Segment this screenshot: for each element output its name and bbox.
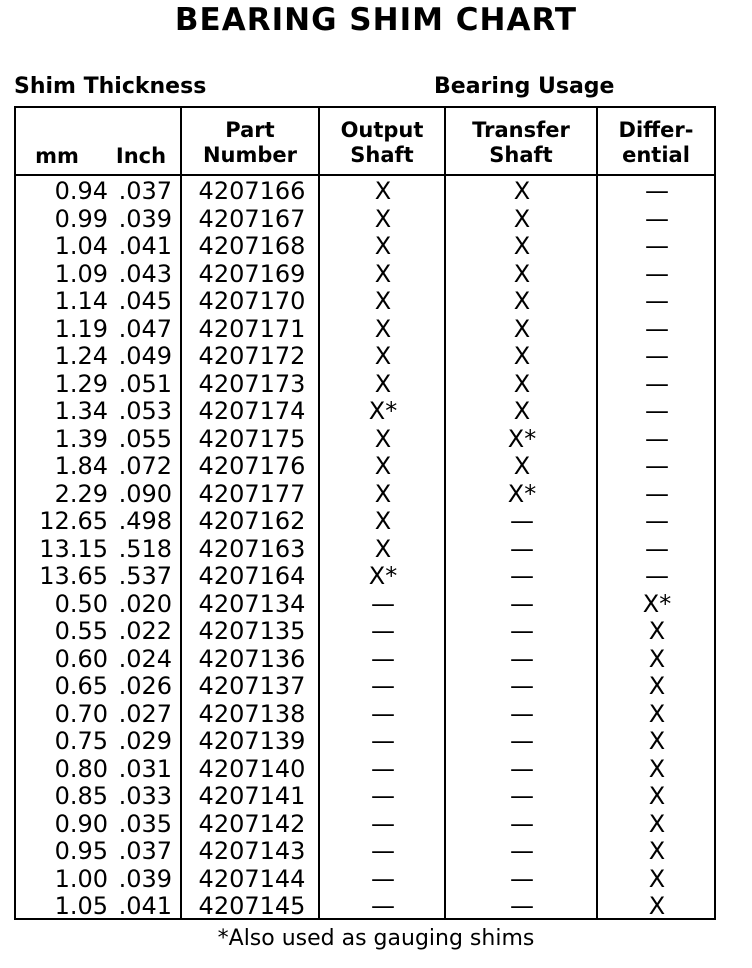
output-shaft-cell: X [374, 259, 392, 288]
output-shaft-cell: — [371, 617, 395, 645]
part-number-cell: 4207169 [198, 259, 306, 288]
mm-cell: 1.29 [54, 369, 108, 398]
part-number-cell: 4207136 [198, 644, 306, 673]
table-row [16, 728, 714, 756]
inch-cell: .047 [118, 314, 172, 343]
output-shaft-cell: — [371, 782, 395, 810]
mm-cell: 1.19 [54, 314, 108, 343]
table-row [16, 756, 714, 784]
table-row [16, 563, 714, 591]
part-number-cell: 4207177 [198, 479, 306, 508]
part-number-cell: 4207162 [198, 507, 306, 535]
output-shaft-cell: X [374, 204, 392, 233]
output-shaft-cell: — [371, 644, 395, 673]
part-number-cell: 4207143 [198, 837, 306, 865]
transfer-shaft-cell: X* [507, 424, 537, 453]
transfer-shaft-cell: — [510, 809, 534, 838]
differential-cell: X [648, 617, 666, 645]
mm-cell: 1.05 [54, 892, 108, 920]
part-number-cell: 4207167 [198, 204, 306, 233]
part-number-cell: 4207173 [198, 369, 306, 398]
table-row [16, 178, 714, 206]
mm-cell: 1.09 [54, 259, 108, 288]
inch-cell: .024 [118, 644, 172, 673]
output-shaft-cell: X [374, 369, 392, 398]
transfer-shaft-cell: X [513, 342, 531, 370]
mm-cell: 2.29 [54, 479, 108, 508]
table-row [16, 343, 714, 371]
output-shaft-cell: — [371, 672, 395, 700]
differential-cell: X [648, 754, 666, 783]
table-row [16, 893, 714, 921]
transfer-shaft-cell: X [513, 452, 531, 480]
transfer-shaft-cell: X [513, 177, 531, 205]
header-differential: Differ- ential [618, 118, 694, 167]
header-inch: Inch [115, 144, 167, 168]
differential-cell: X [648, 727, 666, 755]
mm-cell: 1.34 [54, 397, 108, 425]
table-row [16, 426, 714, 454]
header-mm: mm [35, 144, 79, 168]
differential-cell: — [645, 397, 669, 425]
table-row [16, 783, 714, 811]
table-row [16, 316, 714, 344]
table-row [16, 508, 714, 536]
table-row [16, 233, 714, 261]
differential-cell: X [648, 837, 666, 865]
mm-cell: 0.55 [54, 617, 108, 645]
table-row [16, 811, 714, 839]
part-number-cell: 4207168 [198, 232, 306, 260]
differential-cell: — [645, 177, 669, 205]
inch-cell: .035 [118, 809, 172, 838]
mm-cell: 0.94 [54, 177, 108, 205]
part-number-cell: 4207140 [198, 754, 306, 783]
table-row [16, 866, 714, 894]
header-output-shaft: Output Shaft [340, 118, 424, 167]
differential-cell: X [648, 809, 666, 838]
inch-cell: .037 [118, 837, 172, 865]
mm-cell: 0.70 [54, 699, 108, 728]
table-row [16, 646, 714, 674]
inch-cell: .020 [118, 589, 172, 618]
transfer-shaft-cell: X [513, 287, 531, 315]
mm-cell: 13.65 [39, 562, 108, 590]
inch-cell: .026 [118, 672, 172, 700]
mm-cell: 0.85 [54, 782, 108, 810]
table-row [16, 288, 714, 316]
inch-cell: .537 [118, 562, 172, 590]
inch-cell: .039 [118, 204, 172, 233]
output-shaft-cell: X [374, 287, 392, 315]
output-shaft-cell: X [374, 314, 392, 343]
inch-cell: .027 [118, 699, 172, 728]
transfer-shaft-cell: — [510, 727, 534, 755]
output-shaft-cell: X [374, 452, 392, 480]
differential-cell: — [645, 452, 669, 480]
output-shaft-cell: X [374, 424, 392, 453]
differential-cell: X [648, 864, 666, 893]
inch-cell: .031 [118, 754, 172, 783]
transfer-shaft-cell: — [510, 864, 534, 893]
table-row [16, 453, 714, 481]
mm-cell: 12.65 [39, 507, 108, 535]
part-number-cell: 4207144 [198, 864, 306, 893]
inch-cell: .051 [118, 369, 172, 398]
header-part-number: Part Number [202, 118, 298, 167]
transfer-shaft-cell: — [510, 892, 534, 920]
output-shaft-cell: X [374, 232, 392, 260]
table-row [16, 591, 714, 619]
mm-cell: 1.24 [54, 342, 108, 370]
transfer-shaft-cell: X* [507, 479, 537, 508]
part-number-cell: 4207145 [198, 892, 306, 920]
mm-cell: 1.84 [54, 452, 108, 480]
inch-cell: .072 [118, 452, 172, 480]
inch-cell: .033 [118, 782, 172, 810]
inch-cell: .029 [118, 727, 172, 755]
transfer-shaft-cell: — [510, 562, 534, 590]
mm-cell: 13.15 [39, 534, 108, 563]
differential-cell: — [645, 369, 669, 398]
inch-cell: .043 [118, 259, 172, 288]
part-number-cell: 4207142 [198, 809, 306, 838]
transfer-shaft-cell: — [510, 782, 534, 810]
transfer-shaft-cell: X [513, 369, 531, 398]
mm-cell: 1.39 [54, 424, 108, 453]
part-number-cell: 4207171 [198, 314, 306, 343]
mm-cell: 0.50 [54, 589, 108, 618]
inch-cell: .049 [118, 342, 172, 370]
differential-cell: X [648, 892, 666, 920]
differential-cell: — [645, 204, 669, 233]
differential-cell: — [645, 259, 669, 288]
mm-cell: 1.00 [54, 864, 108, 893]
output-shaft-cell: X [374, 177, 392, 205]
part-number-cell: 4207163 [198, 534, 306, 563]
table-row [16, 536, 714, 564]
part-number-cell: 4207137 [198, 672, 306, 700]
table-row [16, 838, 714, 866]
output-shaft-cell: X [374, 534, 392, 563]
mm-cell: 0.60 [54, 644, 108, 673]
transfer-shaft-cell: — [510, 754, 534, 783]
differential-cell: — [645, 507, 669, 535]
mm-cell: 0.95 [54, 837, 108, 865]
mm-cell: 1.14 [54, 287, 108, 315]
mm-cell: 0.99 [54, 204, 108, 233]
table-row [16, 673, 714, 701]
output-shaft-cell: — [371, 809, 395, 838]
inch-cell: .022 [118, 617, 172, 645]
differential-cell: — [645, 287, 669, 315]
table-row [16, 701, 714, 729]
table-row [16, 371, 714, 399]
part-number-cell: 4207172 [198, 342, 306, 370]
output-shaft-cell: — [371, 699, 395, 728]
inch-cell: .039 [118, 864, 172, 893]
table-body [16, 178, 714, 921]
table-row [16, 398, 714, 426]
output-shaft-cell: — [371, 864, 395, 893]
part-number-cell: 4207134 [198, 589, 306, 618]
output-shaft-cell: — [371, 837, 395, 865]
output-shaft-cell: — [371, 727, 395, 755]
transfer-shaft-cell: — [510, 672, 534, 700]
differential-cell: — [645, 562, 669, 590]
part-number-cell: 4207141 [198, 782, 306, 810]
output-shaft-cell: X [374, 342, 392, 370]
part-number-cell: 4207164 [198, 562, 306, 590]
inch-cell: .041 [118, 232, 172, 260]
differential-cell: X [648, 782, 666, 810]
transfer-shaft-cell: X [513, 314, 531, 343]
table-row [16, 618, 714, 646]
differential-cell: — [645, 342, 669, 370]
output-shaft-cell: — [371, 589, 395, 618]
transfer-shaft-cell: — [510, 644, 534, 673]
differential-cell: X [648, 644, 666, 673]
header-divider [16, 174, 714, 176]
part-number-cell: 4207176 [198, 452, 306, 480]
inch-cell: .037 [118, 177, 172, 205]
bearing-usage-group-label: Bearing Usage [434, 74, 615, 99]
transfer-shaft-cell: X [513, 232, 531, 260]
header-transfer-shaft: Transfer Shaft [472, 118, 570, 167]
part-number-cell: 4207139 [198, 727, 306, 755]
differential-cell: X* [642, 589, 672, 618]
part-number-cell: 4207174 [198, 397, 306, 425]
mm-cell: 0.65 [54, 672, 108, 700]
transfer-shaft-cell: — [510, 507, 534, 535]
transfer-shaft-cell: — [510, 589, 534, 618]
footnote: *Also used as gauging shims [217, 926, 535, 951]
mm-cell: 0.80 [54, 754, 108, 783]
differential-cell: — [645, 534, 669, 563]
differential-cell: — [645, 424, 669, 453]
output-shaft-cell: X [374, 507, 392, 535]
inch-cell: .055 [118, 424, 172, 453]
inch-cell: .518 [118, 534, 172, 563]
part-number-cell: 4207135 [198, 617, 306, 645]
output-shaft-cell: — [371, 892, 395, 920]
inch-cell: .041 [118, 892, 172, 920]
shim-thickness-group-label: Shim Thickness [14, 74, 207, 99]
transfer-shaft-cell: X [513, 259, 531, 288]
differential-cell: X [648, 672, 666, 700]
output-shaft-cell: X* [368, 562, 398, 590]
shim-table [14, 106, 716, 920]
part-number-cell: 4207138 [198, 699, 306, 728]
differential-cell: — [645, 314, 669, 343]
differential-cell: — [645, 479, 669, 508]
transfer-shaft-cell: X [513, 204, 531, 233]
part-number-cell: 4207175 [198, 424, 306, 453]
inch-cell: .053 [118, 397, 172, 425]
output-shaft-cell: X [374, 479, 392, 508]
mm-cell: 0.75 [54, 727, 108, 755]
transfer-shaft-cell: X [513, 397, 531, 425]
table-row [16, 206, 714, 234]
part-number-cell: 4207166 [198, 177, 306, 205]
inch-cell: .090 [118, 479, 172, 508]
mm-cell: 0.90 [54, 809, 108, 838]
mm-cell: 1.04 [54, 232, 108, 260]
output-shaft-cell: — [371, 754, 395, 783]
inch-cell: .045 [118, 287, 172, 315]
part-number-cell: 4207170 [198, 287, 306, 315]
table-row [16, 261, 714, 289]
output-shaft-cell: X* [368, 397, 398, 425]
differential-cell: — [645, 232, 669, 260]
inch-cell: .498 [118, 507, 172, 535]
page-title: BEARING SHIM CHART [174, 2, 578, 38]
transfer-shaft-cell: — [510, 837, 534, 865]
transfer-shaft-cell: — [510, 617, 534, 645]
transfer-shaft-cell: — [510, 699, 534, 728]
table-row [16, 481, 714, 509]
differential-cell: X [648, 699, 666, 728]
transfer-shaft-cell: — [510, 534, 534, 563]
